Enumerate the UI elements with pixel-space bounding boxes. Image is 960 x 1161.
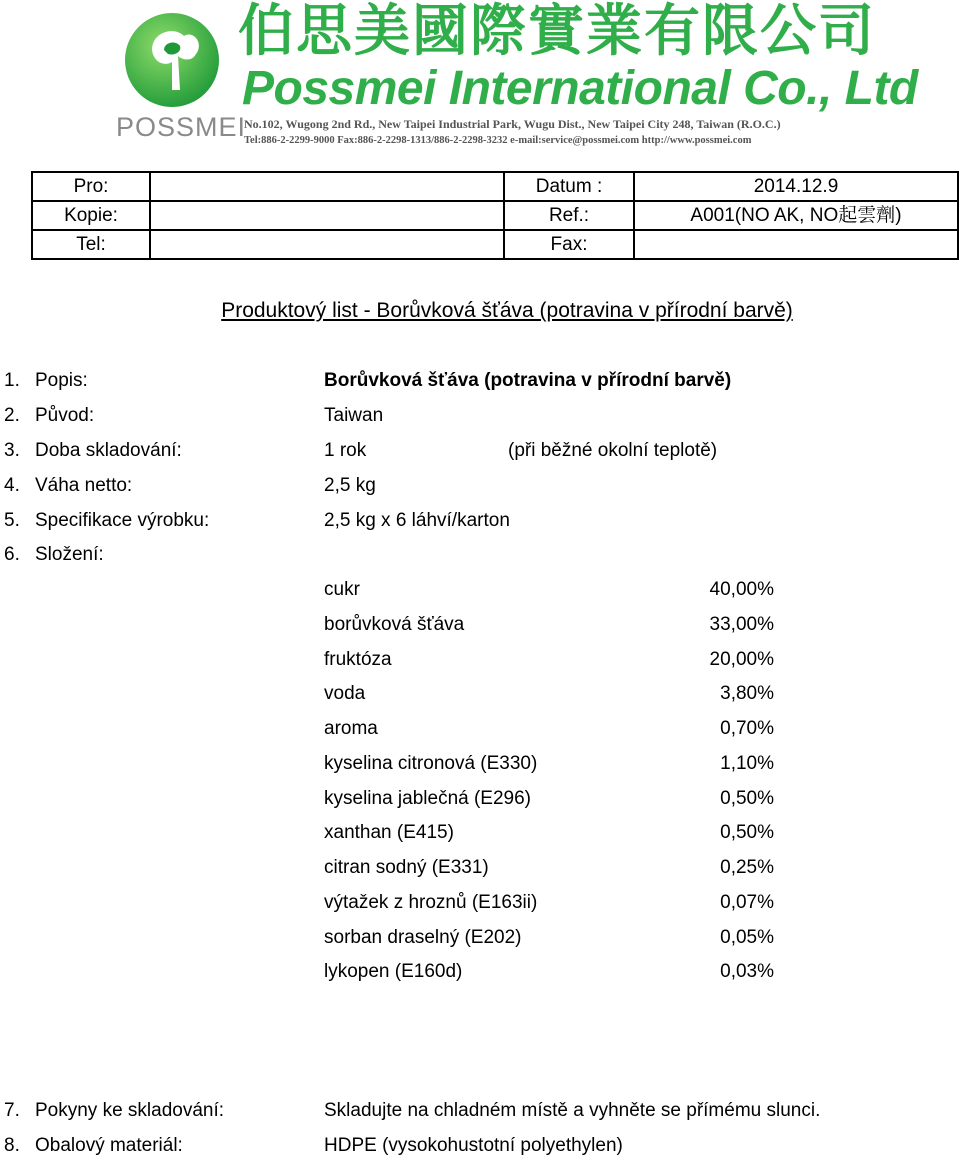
copy-label: Kopie: — [32, 201, 150, 230]
company-logo-icon — [122, 10, 222, 110]
to-label: Pro: — [32, 172, 150, 201]
ingredient-name: kyselina citronová (E330) — [324, 753, 538, 774]
ingredient-name: fruktóza — [324, 649, 392, 670]
ingredient-percent: 0,07% — [720, 892, 774, 913]
spec-number: 1. — [4, 370, 20, 391]
ingredient-name: voda — [324, 683, 366, 704]
ingredient-percent: 20,00% — [709, 649, 774, 670]
spec-number: 6. — [4, 544, 20, 565]
ingredient-percent: 0,50% — [720, 822, 774, 843]
spec-value-shelf-life: 1 rok — [324, 440, 367, 461]
ingredient-percent: 0,25% — [720, 857, 774, 878]
spec-number: 7. — [4, 1100, 20, 1121]
company-contact: Tel:886-2-2299-9000 Fax:886-2-2298-1313/886-2-2298-3232 e-mail:service@possmei.com http://www.possmei.com — [244, 135, 752, 146]
ingredient-name: výtažek z hroznů (E163ii) — [324, 892, 538, 913]
spec-label-packaging: Obalový materiál: — [35, 1135, 183, 1156]
to-value — [150, 172, 504, 201]
ingredient-percent: 3,80% — [720, 683, 774, 704]
copy-value — [150, 201, 504, 230]
spec-value-origin: Taiwan — [324, 405, 384, 426]
ingredient-name: citran sodný (E331) — [324, 857, 489, 878]
header-table — [31, 171, 959, 260]
spec-number: 4. — [4, 475, 20, 496]
header-row-tel — [32, 230, 958, 259]
company-name-english: Possmei International Co., Ltd — [242, 62, 918, 115]
spec-label-net-weight: Váha netto: — [35, 475, 133, 496]
ingredient-name: aroma — [324, 718, 378, 739]
spec-number: 2. — [4, 405, 20, 426]
spec-value-description: Borůvková šťáva (potravina v přírodní barvě) — [324, 370, 732, 391]
ingredient-percent: 33,00% — [709, 614, 774, 635]
date-value: 2014.12.9 — [634, 172, 958, 201]
spec-label-origin: Původ: — [35, 405, 95, 426]
spec-label-composition: Složení: — [35, 544, 104, 565]
ingredient-percent: 1,10% — [720, 753, 774, 774]
spec-value-storage: Skladujte na chladném místě a vyhněte se přímému slunci. — [324, 1100, 821, 1121]
spec-note-shelf-life: (při běžné okolní teplotě) — [508, 440, 718, 461]
tel-label: Tel: — [32, 230, 150, 259]
ingredient-percent: 0,05% — [720, 927, 774, 948]
ingredient-name: kyselina jablečná (E296) — [324, 788, 532, 809]
spec-label-shelf-life: Doba skladování: — [35, 440, 182, 461]
spec-number: 5. — [4, 510, 20, 531]
spec-label-description: Popis: — [35, 370, 88, 391]
ingredient-name: lykopen (E160d) — [324, 961, 463, 982]
company-name-chinese: 伯思美國際實業有限公司 — [238, 0, 876, 64]
header-row-to — [32, 172, 958, 201]
ref-value: A001(NO AK, NO起雲劑) — [634, 201, 958, 230]
company-address: No.102, Wugong 2nd Rd., New Taipei Industrial Park, Wugu Dist., New Taipei City 248, Taiwan (R.O.C.) — [244, 117, 781, 131]
header-row-copy — [32, 201, 958, 230]
spec-number: 8. — [4, 1135, 20, 1156]
fax-label: Fax: — [504, 230, 634, 259]
ingredient-name: sorban draselný (E202) — [324, 927, 522, 948]
tel-value — [150, 230, 504, 259]
ref-label: Ref.: — [504, 201, 634, 230]
ingredient-name: xanthan (E415) — [324, 822, 454, 843]
spec-number: 3. — [4, 440, 20, 461]
spec-value-packaging: HDPE (vysokohustotní polyethylen) — [324, 1135, 623, 1156]
ingredient-percent: 40,00% — [709, 579, 774, 600]
ingredient-name: cukr — [324, 579, 360, 600]
date-label: Datum : — [504, 172, 634, 201]
spec-value-net-weight: 2,5 kg — [324, 475, 376, 496]
spec-label-specification: Specifikace výrobku: — [35, 510, 210, 531]
brand-wordmark: POSSMEI — [116, 112, 247, 142]
ingredient-percent: 0,03% — [720, 961, 774, 982]
fax-value — [634, 230, 958, 259]
ingredient-name: borůvková šťáva — [324, 614, 465, 635]
ingredient-percent: 0,50% — [720, 788, 774, 809]
spec-label-storage: Pokyny ke skladování: — [35, 1100, 225, 1121]
spec-value-specification: 2,5 kg x 6 láhví/karton — [324, 510, 510, 531]
ingredient-percent: 0,70% — [720, 718, 774, 739]
document-title: Produktový list - Borůvková šťáva (potravina v přírodní barvě) — [221, 299, 793, 322]
